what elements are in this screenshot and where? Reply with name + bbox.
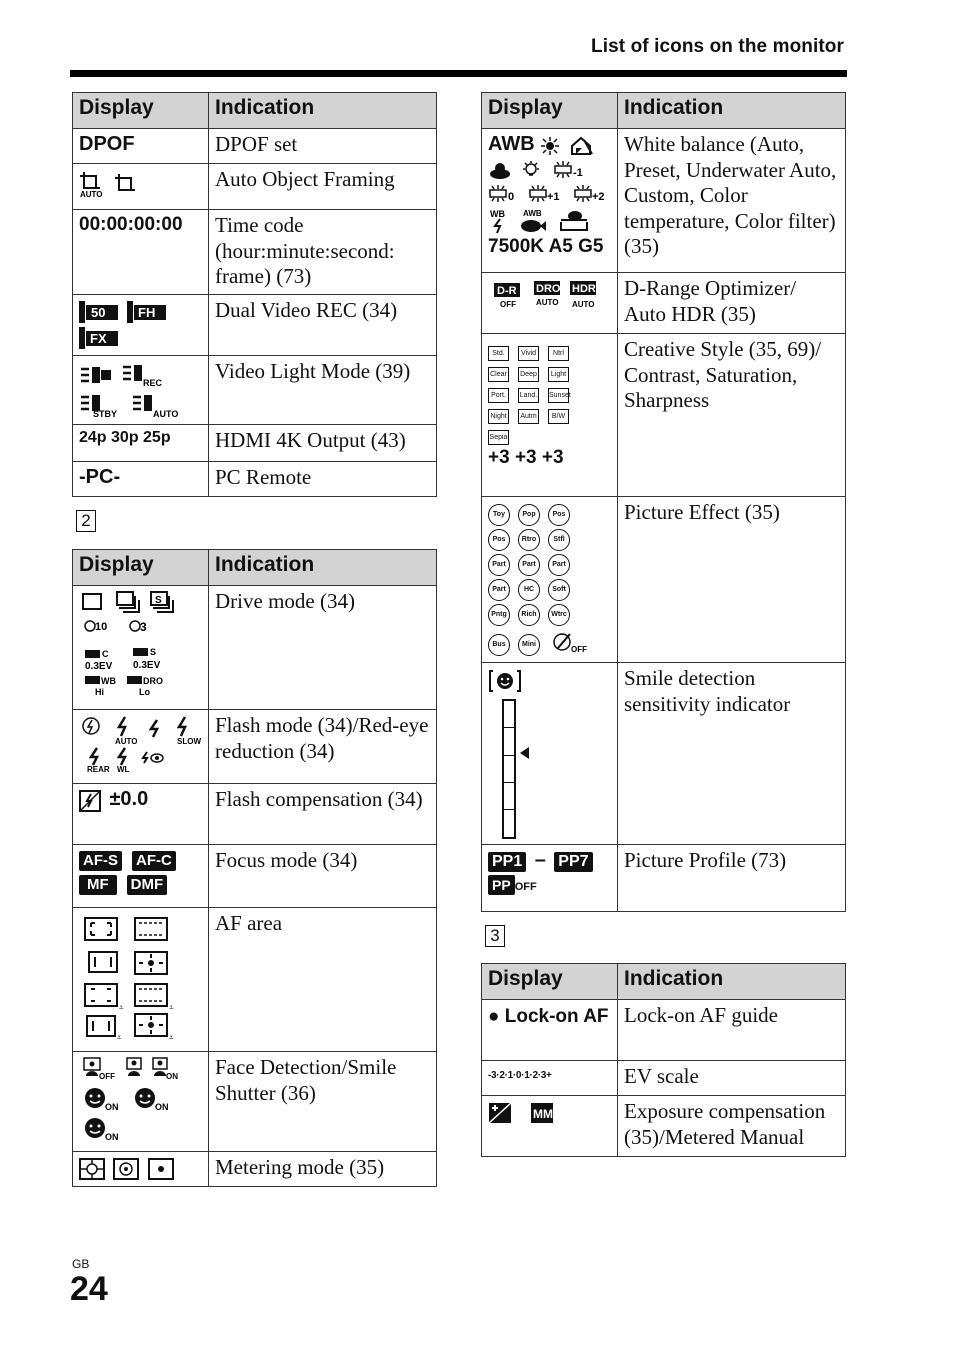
svg-text:OFF: OFF xyxy=(571,645,588,654)
contrast-saturation-sharpness: +3 +3 +3 xyxy=(488,447,564,468)
effect-part-b-icon: Part xyxy=(548,554,570,576)
metering-center-icon xyxy=(113,1158,139,1180)
awb-icon: AWB xyxy=(488,133,535,155)
svg-text:WB: WB xyxy=(490,208,505,219)
creative-style-clear-icon: Clear xyxy=(488,367,509,382)
flash-mode-icons xyxy=(79,714,203,774)
running-head: List of icons on the monitor xyxy=(591,36,844,57)
svg-text:0.3EV: 0.3EV xyxy=(85,661,113,672)
svg-text:WL: WL xyxy=(117,765,130,774)
col-display: Display xyxy=(482,964,618,1000)
flash-comp-value: ±0.0 xyxy=(109,788,149,811)
table-row xyxy=(482,663,846,845)
indication-cell: EV scale xyxy=(618,1061,846,1096)
dual-rec-50-icon xyxy=(79,301,119,323)
effect-pop-icon: Pop xyxy=(518,504,540,526)
creative-style-light-icon: Light xyxy=(548,367,569,382)
icon-table-4 xyxy=(481,963,846,1157)
table-row xyxy=(482,1061,846,1096)
svg-text:S: S xyxy=(150,647,157,657)
table-row xyxy=(73,710,437,784)
af-c-icon: AF-C xyxy=(132,851,176,871)
incandescent-icon xyxy=(520,160,542,180)
svg-text:REAR: REAR xyxy=(87,765,110,774)
svg-text:ON: ON xyxy=(155,1102,169,1112)
page-number: 24 xyxy=(70,1270,108,1308)
svg-text:ON: ON xyxy=(166,1072,178,1081)
effect-part-r-icon: Part xyxy=(488,554,510,576)
cloudy-icon xyxy=(488,160,512,180)
video-light-auto-icon xyxy=(131,392,181,418)
indication-cell: Metering mode (35) xyxy=(209,1152,437,1187)
fluorescent-plus1-icon xyxy=(528,184,564,204)
time-code-icon: 00:00:00:00 xyxy=(79,214,183,235)
page-lang: GB xyxy=(72,1257,90,1271)
auto-framing-icon xyxy=(79,170,105,198)
smile-pointer-icon xyxy=(520,747,529,759)
pp1-icon: PP1 xyxy=(488,852,526,872)
underwater-awb-icon xyxy=(518,208,548,234)
svg-text:AUTO: AUTO xyxy=(536,298,559,307)
col-indication: Indication xyxy=(618,93,846,129)
header-rule xyxy=(70,70,847,77)
table-row xyxy=(73,425,437,462)
range-dash: – xyxy=(534,849,546,872)
effect-rich-bw-icon: Rich xyxy=(518,604,540,626)
dmf-icon: DMF xyxy=(127,875,168,895)
svg-text:50: 50 xyxy=(91,305,106,320)
hdmi-4k-icons: 24p 30p 25p xyxy=(79,429,171,446)
shade-icon xyxy=(570,136,594,156)
creative-style-night-icon: Night xyxy=(488,409,509,424)
svg-text:ON: ON xyxy=(105,1132,119,1142)
svg-text:REC: REC xyxy=(143,378,163,388)
svg-text:OFF: OFF xyxy=(500,300,516,309)
indication-cell: Creative Style (35, 69)/ Contrast, Saturation, Sharpness xyxy=(618,334,846,497)
indication-cell: HDMI 4K Output (43) xyxy=(209,425,437,462)
effect-part-y-icon: Part xyxy=(488,579,510,601)
table-row xyxy=(482,334,846,497)
smile-detection-icon xyxy=(488,669,522,693)
col-indication: Indication xyxy=(209,550,437,586)
table-header-row xyxy=(73,550,437,586)
indication-cell: Flash compensation (34) xyxy=(209,784,437,845)
col-indication: Indication xyxy=(209,93,437,129)
indication-cell: Picture Effect (35) xyxy=(618,497,846,663)
svg-text:⩡: ⩡ xyxy=(119,1003,124,1012)
table-row xyxy=(73,210,437,295)
svg-text:0: 0 xyxy=(508,190,515,203)
custom-wb-icon xyxy=(557,208,591,234)
svg-text:DRO: DRO xyxy=(143,676,163,686)
pp7-icon: PP7 xyxy=(554,852,592,872)
effect-rtro-icon: Rtro xyxy=(518,529,540,551)
icon-table-1 xyxy=(72,92,437,497)
table-row xyxy=(482,129,846,273)
svg-text:AUTO: AUTO xyxy=(572,300,595,309)
indication-cell: Lock-on AF guide xyxy=(618,1000,846,1061)
table-row xyxy=(482,1000,846,1061)
table-row xyxy=(482,497,846,663)
af-s-icon: AF-S xyxy=(79,851,122,871)
table-row xyxy=(73,1152,437,1187)
creative-style-autm-icon: Autm xyxy=(518,409,539,424)
table-row xyxy=(73,356,437,425)
dual-rec-fh-icon xyxy=(127,301,167,323)
pp-off-icon: PP xyxy=(488,875,515,895)
video-light-icon xyxy=(79,364,113,386)
icon-table-3 xyxy=(481,92,846,912)
table-row xyxy=(73,164,437,210)
indication-cell: Exposure compensation (35)/Metered Manual xyxy=(618,1096,846,1157)
creative-style-deep-icon: Deep xyxy=(518,367,539,382)
fluorescent-minus1-icon xyxy=(551,160,589,180)
svg-text:3: 3 xyxy=(140,620,147,634)
effect-bus-icon: Bus xyxy=(488,634,510,656)
svg-text:+1: +1 xyxy=(547,190,560,203)
effect-stfl-icon: Stfl xyxy=(548,529,570,551)
svg-text:MM: MM xyxy=(533,1107,554,1121)
creative-style-std-icon: Std. xyxy=(488,346,509,361)
ev-scale-icon: -3·2·1·0·1·2·3+ xyxy=(488,1070,552,1081)
svg-text:⩡: ⩡ xyxy=(169,1003,174,1012)
table-row xyxy=(73,1052,437,1152)
creative-style-port-icon: Port. xyxy=(488,388,509,403)
pp-off-suffix: OFF xyxy=(514,881,537,894)
effect-hc-bw-icon: HC xyxy=(518,579,540,601)
indication-cell: Focus mode (34) xyxy=(209,845,437,908)
table-row xyxy=(482,273,846,334)
svg-text:DRO: DRO xyxy=(536,283,561,295)
svg-text:⩡: ⩡ xyxy=(169,1033,174,1042)
svg-text:0.3EV: 0.3EV xyxy=(133,660,161,671)
effect-pntg-icon: Pntg xyxy=(488,604,510,626)
indication-cell: Face Detection/Smile Shutter (36) xyxy=(209,1052,437,1152)
effect-soft-icon: Soft xyxy=(548,579,570,601)
effect-off-icon xyxy=(552,630,588,654)
creative-style-sepia-icon: Sepia xyxy=(488,430,509,445)
effect-mini-icon: Mini xyxy=(518,634,540,656)
video-light-rec-icon xyxy=(121,362,165,388)
effect-part-g-icon: Part xyxy=(518,554,540,576)
col-display: Display xyxy=(73,550,209,586)
metering-spot-icon xyxy=(148,1158,174,1180)
effect-pos-icon: Pos xyxy=(548,504,570,526)
svg-text:ON: ON xyxy=(105,1102,119,1112)
indication-cell: White balance (Auto, Preset, Underwater Auto, Custom, Color temperature, Color filter) (35) xyxy=(618,129,846,273)
indication-cell: Auto Object Framing xyxy=(209,164,437,210)
col-display: Display xyxy=(73,93,209,129)
svg-text:S: S xyxy=(155,595,162,606)
table-row xyxy=(73,908,437,1052)
svg-text:D-R: D-R xyxy=(497,285,517,297)
table-row xyxy=(73,845,437,908)
face-detection-icons xyxy=(79,1056,203,1142)
icon-table-2 xyxy=(72,549,437,1187)
fluorescent-0-icon xyxy=(488,184,520,204)
table-header-row xyxy=(482,964,846,1000)
indication-cell: PC Remote xyxy=(209,462,437,497)
table-header-row xyxy=(482,93,846,129)
af-area-icons xyxy=(79,912,203,1042)
col-display: Display xyxy=(482,93,618,129)
indication-cell: Video Light Mode (39) xyxy=(209,356,437,425)
pc-remote-icon: -PC- xyxy=(79,466,121,488)
table-row xyxy=(73,586,437,710)
effect-wtrc-icon: Wtrc xyxy=(548,604,570,626)
effect-toy-icon: Toy xyxy=(488,504,510,526)
indication-cell: Drive mode (34) xyxy=(209,586,437,710)
fluorescent-plus2-icon xyxy=(573,184,609,204)
table-row xyxy=(73,295,437,356)
lock-on-af-icon: ● Lock-on AF xyxy=(488,1006,609,1027)
wb-values: 7500K A5 G5 xyxy=(488,235,604,257)
dual-rec-fx-icon xyxy=(79,327,119,349)
svg-text:STBY: STBY xyxy=(93,409,118,418)
svg-text:Hi: Hi xyxy=(95,687,104,697)
indication-cell: DPOF set xyxy=(209,129,437,164)
table-row xyxy=(482,845,846,912)
creative-style-bw-icon: B/W xyxy=(548,409,569,424)
svg-text:FX: FX xyxy=(90,331,107,346)
wb-flash-icon xyxy=(488,208,510,234)
framing-icon xyxy=(113,172,137,196)
section-marker-2: 2 xyxy=(76,510,96,532)
effect-pos2-icon: Pos xyxy=(488,529,510,551)
svg-text:WB: WB xyxy=(101,676,116,686)
svg-text:SLOW: SLOW xyxy=(177,737,201,746)
col-indication: Indication xyxy=(618,964,846,1000)
indication-cell: Dual Video REC (34) xyxy=(209,295,437,356)
indication-cell: AF area xyxy=(209,908,437,1052)
table-row xyxy=(73,129,437,164)
mf-icon: MF xyxy=(79,875,117,895)
svg-text:10: 10 xyxy=(95,621,108,633)
svg-text:AUTO: AUTO xyxy=(80,190,103,198)
table-row xyxy=(73,462,437,497)
svg-text:HDR: HDR xyxy=(572,283,596,295)
creative-style-ntrl-icon: Ntrl xyxy=(548,346,569,361)
metering-multi-icon xyxy=(79,1158,105,1180)
svg-text:⩡: ⩡ xyxy=(117,1033,122,1042)
table-row xyxy=(73,784,437,845)
daylight-icon xyxy=(539,136,561,156)
svg-text:AWB: AWB xyxy=(523,208,543,218)
table-row xyxy=(482,1096,846,1157)
indication-cell: Time code (hour:minute:second: frame) (73) xyxy=(209,210,437,295)
drive-mode-icons xyxy=(79,590,203,700)
table-header-row xyxy=(73,93,437,129)
dpof-icon: DPOF xyxy=(79,133,135,155)
exposure-comp-icon xyxy=(488,1102,512,1124)
section-marker-3: 3 xyxy=(485,925,505,947)
svg-text:Lo: Lo xyxy=(139,687,150,697)
svg-text:AUTO: AUTO xyxy=(115,737,138,746)
indication-cell: Smile detection sensitivity indicator xyxy=(618,663,846,845)
dro-hdr-icons xyxy=(488,277,612,313)
metered-manual-icon xyxy=(530,1102,554,1124)
indication-cell: D-Range Optimizer/ Auto HDR (35) xyxy=(618,273,846,334)
indication-cell: Picture Profile (73) xyxy=(618,845,846,912)
video-light-stby-icon xyxy=(79,392,123,418)
creative-style-land-icon: Land. xyxy=(518,388,539,403)
svg-text:FH: FH xyxy=(138,305,156,320)
svg-text:+2: +2 xyxy=(591,190,605,203)
flash-comp-icon xyxy=(79,790,101,812)
svg-text:C: C xyxy=(102,649,109,659)
svg-text:-1: -1 xyxy=(572,166,583,179)
creative-style-sunset-icon: Sunset xyxy=(548,388,569,403)
creative-style-vivid-icon: Vivid xyxy=(518,346,539,361)
svg-text:AUTO: AUTO xyxy=(153,409,179,418)
svg-text:OFF: OFF xyxy=(99,1072,115,1081)
indication-cell: Flash mode (34)/Red-eye reduction (34) xyxy=(209,710,437,784)
smile-sensitivity-scale xyxy=(488,699,548,839)
